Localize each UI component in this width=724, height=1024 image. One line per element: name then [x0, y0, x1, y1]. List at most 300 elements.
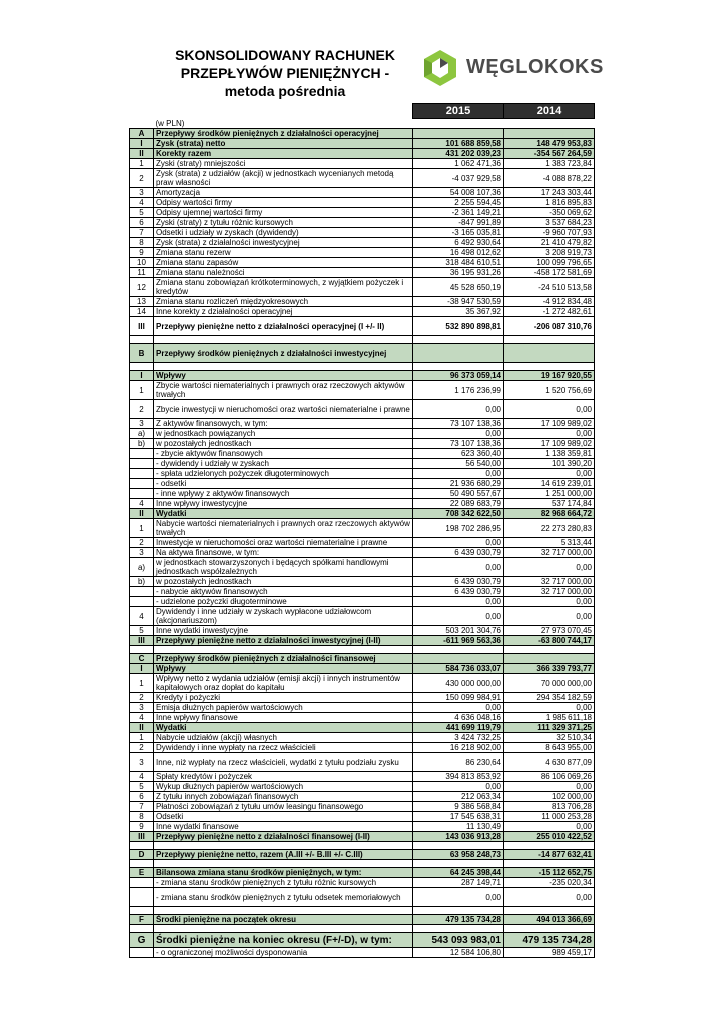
- table-row: [130, 228, 595, 238]
- table-row: [130, 925, 595, 933]
- table-row: [130, 626, 595, 636]
- value-2014: 32 717 000,00: [504, 548, 595, 558]
- value-2015: [413, 363, 504, 371]
- row-label: Korekty razem: [154, 149, 413, 159]
- row-number: 9: [130, 248, 154, 258]
- value-2014: 0,00: [504, 558, 595, 577]
- value-2015: 287 149,71: [413, 878, 504, 888]
- table-row: [130, 538, 595, 548]
- table-row: [130, 723, 595, 733]
- row-number: b): [130, 439, 154, 449]
- row-number: 13: [130, 297, 154, 307]
- row-label: Na aktywa finansowe, w tym:: [154, 548, 413, 558]
- value-2015: 50 490 557,67: [413, 489, 504, 499]
- row-number: 7: [130, 228, 154, 238]
- row-label: [154, 336, 413, 344]
- row-number: 1: [130, 674, 154, 693]
- row-number: II: [130, 149, 154, 159]
- table-row: [130, 772, 595, 782]
- row-label: Odsetki: [154, 812, 413, 822]
- value-2015: 198 702 286,95: [413, 519, 504, 538]
- value-2014: [504, 842, 595, 850]
- table-row: [130, 499, 595, 509]
- value-2014: 11 000 253,28: [504, 812, 595, 822]
- row-label: Dywidendy i inne udziały w zyskach wypłacone udziałowcom (akcjonariuszom): [154, 607, 413, 626]
- row-number: [130, 449, 154, 459]
- value-2015: 6 439 030,79: [413, 548, 504, 558]
- value-2014: 14 619 239,01: [504, 479, 595, 489]
- table-row: [130, 548, 595, 558]
- row-label: Zysk (strata) z działalności inwestycyjnej: [154, 238, 413, 248]
- value-2014: [504, 646, 595, 654]
- value-2014: 3 208 919,73: [504, 248, 595, 258]
- row-label: Inne korekty z działalności operacyjnej: [154, 307, 413, 317]
- value-2014: 1 520 756,69: [504, 381, 595, 400]
- value-2014: 148 479 953,83: [504, 139, 595, 149]
- value-2014: 82 968 664,72: [504, 509, 595, 519]
- row-number: 3: [130, 703, 154, 713]
- row-label: Odsetki i udziały w zyskach (dywidendy): [154, 228, 413, 238]
- row-number: I: [130, 664, 154, 674]
- row-label: Zmiana stanu zobowiązań krótkoterminowych, z wyjątkiem pożyczek i kredytów: [154, 278, 413, 297]
- row-number: 3: [130, 188, 154, 198]
- value-2015: 12 584 106,80: [413, 948, 504, 958]
- row-number: 8: [130, 812, 154, 822]
- row-number: 5: [130, 626, 154, 636]
- value-2015: 73 107 138,36: [413, 439, 504, 449]
- row-label: Inne wydatki finansowe: [154, 822, 413, 832]
- row-label: Wpływy: [154, 664, 413, 674]
- row-number: 3: [130, 419, 154, 429]
- row-label: Dywidendy i inne wypłaty na rzecz właścicieli: [154, 743, 413, 753]
- value-2015: 6 439 030,79: [413, 577, 504, 587]
- value-2014: [504, 925, 595, 933]
- table-row: [130, 842, 595, 850]
- value-2015: 0,00: [413, 703, 504, 713]
- table-row: [130, 792, 595, 802]
- value-2014: -206 087 310,76: [504, 317, 595, 336]
- year-2014-header: 2014: [504, 104, 595, 119]
- value-2015: -4 037 929,58: [413, 169, 504, 188]
- value-2015: 3 424 732,25: [413, 733, 504, 743]
- row-label: Przepływy środków pieniężnych z działalności inwestycyjnej: [154, 344, 413, 363]
- table-row: [130, 933, 595, 948]
- table-row: [130, 646, 595, 654]
- row-label: Wykup dłużnych papierów wartościowych: [154, 782, 413, 792]
- value-2014: 102 000,00: [504, 792, 595, 802]
- row-number: 2: [130, 538, 154, 548]
- row-number: [130, 479, 154, 489]
- table-row: [130, 812, 595, 822]
- row-label: Środki pieniężne na początek okresu: [154, 915, 413, 925]
- table-row: [130, 188, 595, 198]
- title-line-3: metoda pośrednia: [224, 83, 346, 99]
- value-2015: 56 540,00: [413, 459, 504, 469]
- value-2014: [504, 336, 595, 344]
- value-2015: 64 245 398,44: [413, 868, 504, 878]
- value-2014: 0,00: [504, 703, 595, 713]
- value-2014: 0,00: [504, 822, 595, 832]
- value-2014: -15 112 652,75: [504, 868, 595, 878]
- value-2015: 532 890 898,81: [413, 317, 504, 336]
- value-2014: 537 174,84: [504, 499, 595, 509]
- table-row: [130, 317, 595, 336]
- row-label: Inne wpływy finansowe: [154, 713, 413, 723]
- row-number: [130, 888, 154, 907]
- value-2015: 96 373 059,14: [413, 371, 504, 381]
- document-title: [160, 46, 410, 100]
- table-row: [130, 868, 595, 878]
- value-2015: 16 218 902,00: [413, 743, 504, 753]
- row-number: a): [130, 429, 154, 439]
- brand-name: WĘGLOKOKS: [466, 56, 604, 78]
- row-number: 1: [130, 381, 154, 400]
- value-2014: -14 877 632,41: [504, 850, 595, 860]
- row-label: Zmiana stanu rezerw: [154, 248, 413, 258]
- row-number: 4: [130, 198, 154, 208]
- value-2015: [413, 646, 504, 654]
- row-label: Zbycie inwestycji w nieruchomości oraz wartości niematerialne i prawne: [154, 400, 413, 419]
- year-header-row: [130, 104, 595, 119]
- table-row: [130, 577, 595, 587]
- value-2014: 366 339 793,77: [504, 664, 595, 674]
- row-label: - inne wpływy z aktywów finansowych: [154, 489, 413, 499]
- row-number: 4: [130, 499, 154, 509]
- row-label: Wydatki: [154, 509, 413, 519]
- row-label: w pozostałych jednostkach: [154, 439, 413, 449]
- value-2015: -847 991,89: [413, 218, 504, 228]
- row-label: Środki pieniężne na koniec okresu (F+/-D), w tym:: [154, 933, 413, 948]
- row-label: Zysk (strata) netto: [154, 139, 413, 149]
- value-2015: 431 202 039,23: [413, 149, 504, 159]
- table-row: [130, 129, 595, 139]
- title-line-1: SKONSOLIDOWANY RACHUNEK: [175, 47, 395, 63]
- row-number: 2: [130, 743, 154, 753]
- value-2015: 6 492 930,64: [413, 238, 504, 248]
- row-number: [130, 336, 154, 344]
- value-2015: [413, 925, 504, 933]
- row-number: 12: [130, 278, 154, 297]
- row-number: 9: [130, 822, 154, 832]
- value-2014: -63 800 744,17: [504, 636, 595, 646]
- value-2015: 584 736 033,07: [413, 664, 504, 674]
- row-number: 2: [130, 693, 154, 703]
- title-line-2: PRZEPŁYWÓW PIENIĘŻNYCH -: [180, 65, 390, 81]
- table-row: [130, 802, 595, 812]
- table-row: [130, 169, 595, 188]
- row-number: [130, 469, 154, 479]
- row-label: Przepływy środków pieniężnych z działalności finansowej: [154, 654, 413, 664]
- value-2015: 1 062 471,36: [413, 159, 504, 169]
- year-2015-header: 2015: [413, 104, 504, 119]
- value-2014: 32 717 000,00: [504, 577, 595, 587]
- value-2015: 45 528 650,19: [413, 278, 504, 297]
- table-row: [130, 258, 595, 268]
- value-2015: 101 688 859,58: [413, 139, 504, 149]
- value-2015: 394 813 853,92: [413, 772, 504, 782]
- table-row: [130, 782, 595, 792]
- value-2014: [504, 344, 595, 363]
- row-label: [154, 363, 413, 371]
- table-row: [130, 743, 595, 753]
- row-label: w pozostałych jednostkach: [154, 577, 413, 587]
- table-row: [130, 238, 595, 248]
- value-2015: 0,00: [413, 400, 504, 419]
- row-label: Inne, niż wypłaty na rzecz właścicieli, wydatki z tytułu podziału zysku: [154, 753, 413, 772]
- value-2015: 623 360,40: [413, 449, 504, 459]
- row-number: D: [130, 850, 154, 860]
- table-row: [130, 307, 595, 317]
- value-2014: -458 172 581,69: [504, 268, 595, 278]
- row-label: Z tytułu innych zobowiązań finansowych: [154, 792, 413, 802]
- value-2014: -4 912 834,48: [504, 297, 595, 307]
- row-label: - dywidendy i udziały w zyskach: [154, 459, 413, 469]
- row-number: 1: [130, 733, 154, 743]
- row-label: [154, 907, 413, 915]
- value-2014: -1 272 482,61: [504, 307, 595, 317]
- value-2015: 21 936 680,29: [413, 479, 504, 489]
- value-2015: 36 195 931,26: [413, 268, 504, 278]
- row-label: Nabycie wartości niematerialnych i prawnych oraz rzeczowych aktywów trwałych: [154, 519, 413, 538]
- row-number: G: [130, 933, 154, 948]
- value-2014: [504, 654, 595, 664]
- table-row: [130, 878, 595, 888]
- value-2015: 63 958 248,73: [413, 850, 504, 860]
- value-2014: 813 706,28: [504, 802, 595, 812]
- row-label: Przepływy pieniężne netto z działalności finansowej (I-II): [154, 832, 413, 842]
- row-number: 4: [130, 713, 154, 723]
- row-label: - o ograniczonej możliwości dysponowania: [154, 948, 413, 958]
- row-number: 8: [130, 238, 154, 248]
- value-2015: 0,00: [413, 607, 504, 626]
- value-2015: 2 255 594,45: [413, 198, 504, 208]
- value-2015: 1 176 236,99: [413, 381, 504, 400]
- value-2015: 212 063,34: [413, 792, 504, 802]
- row-label: [154, 842, 413, 850]
- row-label: Bilansowa zmiana stanu środków pieniężnych, w tym:: [154, 868, 413, 878]
- table-row: [130, 400, 595, 419]
- value-2014: [504, 129, 595, 139]
- table-row: [130, 419, 595, 429]
- row-label: w jednostkach stowarzyszonych i będących spółkami handlowymi jednostkach współzależnych: [154, 558, 413, 577]
- row-label: Przepływy pieniężne netto z działalności operacyjnej (I +/- II): [154, 317, 413, 336]
- table-row: [130, 159, 595, 169]
- table-row: [130, 597, 595, 607]
- row-label: Amortyzacja: [154, 188, 413, 198]
- row-number: 6: [130, 792, 154, 802]
- row-number: [130, 587, 154, 597]
- table-row: [130, 519, 595, 538]
- row-number: [130, 842, 154, 850]
- value-2014: -354 567 264,59: [504, 149, 595, 159]
- row-label: Zbycie wartości niematerialnych i prawnych oraz rzeczowych aktywów trwałych: [154, 381, 413, 400]
- value-2014: 3 537 684,23: [504, 218, 595, 228]
- row-label: [154, 925, 413, 933]
- row-number: [130, 948, 154, 958]
- value-2014: 0,00: [504, 400, 595, 419]
- row-label: - zbycie aktywów finansowych: [154, 449, 413, 459]
- value-2015: 16 498 012,62: [413, 248, 504, 258]
- row-number: [130, 459, 154, 469]
- row-number: F: [130, 915, 154, 925]
- table-row: [130, 558, 595, 577]
- value-2014: [504, 860, 595, 868]
- row-number: 6: [130, 218, 154, 228]
- value-2015: -38 947 530,59: [413, 297, 504, 307]
- table-row: [130, 888, 595, 907]
- value-2014: 1 138 359,81: [504, 449, 595, 459]
- row-number: 10: [130, 258, 154, 268]
- value-2015: [413, 336, 504, 344]
- table-row: [130, 915, 595, 925]
- table-row: [130, 509, 595, 519]
- table-row: [130, 198, 595, 208]
- row-number: III: [130, 636, 154, 646]
- value-2015: -2 361 149,21: [413, 208, 504, 218]
- value-2015: [413, 907, 504, 915]
- row-label: Nabycie udziałów (akcji) własnych: [154, 733, 413, 743]
- value-2015: -611 969 563,36: [413, 636, 504, 646]
- row-number: [130, 878, 154, 888]
- value-2015: 0,00: [413, 888, 504, 907]
- row-number: [130, 489, 154, 499]
- value-2014: 255 010 422,52: [504, 832, 595, 842]
- value-2015: -3 165 035,81: [413, 228, 504, 238]
- table-row: [130, 907, 595, 915]
- row-number: II: [130, 509, 154, 519]
- table-row: [130, 654, 595, 664]
- table-row: [130, 850, 595, 860]
- row-number: [130, 363, 154, 371]
- value-2014: 8 643 955,00: [504, 743, 595, 753]
- value-2015: 86 230,64: [413, 753, 504, 772]
- value-2015: 0,00: [413, 558, 504, 577]
- value-2015: 0,00: [413, 597, 504, 607]
- row-number: II: [130, 723, 154, 733]
- value-2014: 17 243 303,44: [504, 188, 595, 198]
- value-2014: -4 088 878,22: [504, 169, 595, 188]
- row-label: Zmiana stanu rozliczeń międzyokresowych: [154, 297, 413, 307]
- row-number: 5: [130, 208, 154, 218]
- row-label: Inne wpływy inwestycyjne: [154, 499, 413, 509]
- value-2014: 86 106 069,26: [504, 772, 595, 782]
- row-number: 7: [130, 802, 154, 812]
- value-2014: -235 020,34: [504, 878, 595, 888]
- value-2014: 21 410 479,82: [504, 238, 595, 248]
- table-row: [130, 336, 595, 344]
- row-label: Przepływy pieniężne netto z działalności inwestycyjnej (I-II): [154, 636, 413, 646]
- table-row: [130, 363, 595, 371]
- row-number: 2: [130, 169, 154, 188]
- value-2014: 1 985 611,18: [504, 713, 595, 723]
- value-2014: 294 354 182,59: [504, 693, 595, 703]
- table-row: [130, 664, 595, 674]
- value-2014: 5 313,44: [504, 538, 595, 548]
- value-2015: 543 093 983,01: [413, 933, 504, 948]
- value-2014: 27 973 070,45: [504, 626, 595, 636]
- value-2015: [413, 842, 504, 850]
- table-row: [130, 948, 595, 958]
- value-2015: 22 089 683,79: [413, 499, 504, 509]
- row-number: a): [130, 558, 154, 577]
- row-label: Odpisy ujemnej wartości firmy: [154, 208, 413, 218]
- row-number: b): [130, 577, 154, 587]
- row-label: Zmiana stanu zapasów: [154, 258, 413, 268]
- value-2014: 32 717 000,00: [504, 587, 595, 597]
- value-2015: 708 342 622,50: [413, 509, 504, 519]
- value-2015: 4 636 048,16: [413, 713, 504, 723]
- value-2015: [413, 860, 504, 868]
- value-2014: 17 109 989,02: [504, 439, 595, 449]
- value-2014: 100 099 796,65: [504, 258, 595, 268]
- row-label: Płatności zobowiązań z tytułu umów leasingu finansowego: [154, 802, 413, 812]
- value-2014: 0,00: [504, 888, 595, 907]
- row-number: 1: [130, 519, 154, 538]
- value-2014: -350 069,62: [504, 208, 595, 218]
- value-2015: 73 107 138,36: [413, 419, 504, 429]
- table-row: [130, 713, 595, 723]
- row-number: 2: [130, 400, 154, 419]
- value-2014: 32 510,34: [504, 733, 595, 743]
- row-label: Inne wydatki inwestycyjne: [154, 626, 413, 636]
- table-row: [130, 703, 595, 713]
- row-label: Zyski (straty) z tytułu różnic kursowych: [154, 218, 413, 228]
- table-row: [130, 489, 595, 499]
- row-label: Przepływy pieniężne netto, razem (A.III +/- B.III +/- C.III): [154, 850, 413, 860]
- value-2014: [504, 363, 595, 371]
- value-2015: 0,00: [413, 429, 504, 439]
- value-2015: 430 000 000,00: [413, 674, 504, 693]
- value-2015: 0,00: [413, 538, 504, 548]
- value-2014: 0,00: [504, 597, 595, 607]
- value-2015: 150 099 984,91: [413, 693, 504, 703]
- row-label: Spłaty kredytów i pożyczek: [154, 772, 413, 782]
- value-2014: 70 000 000,00: [504, 674, 595, 693]
- row-number: B: [130, 344, 154, 363]
- value-2015: [413, 344, 504, 363]
- table-row: [130, 822, 595, 832]
- value-2014: 0,00: [504, 782, 595, 792]
- row-number: C: [130, 654, 154, 664]
- row-label: Z aktywów finansowych, w tym:: [154, 419, 413, 429]
- table-row: [130, 449, 595, 459]
- value-2014: 111 329 371,25: [504, 723, 595, 733]
- value-2015: 54 008 107,36: [413, 188, 504, 198]
- value-2015: 0,00: [413, 469, 504, 479]
- row-label: Wpływy: [154, 371, 413, 381]
- table-row: [130, 139, 595, 149]
- row-label: Przepływy środków pieniężnych z działalności operacyjnej: [154, 129, 413, 139]
- row-number: 4: [130, 607, 154, 626]
- row-label: Odpisy wartości firmy: [154, 198, 413, 208]
- row-number: 5: [130, 782, 154, 792]
- value-2015: 35 367,92: [413, 307, 504, 317]
- row-label: Inwestycje w nieruchomości oraz wartości niematerialne i prawne: [154, 538, 413, 548]
- value-2014: 0,00: [504, 607, 595, 626]
- row-label: - odsetki: [154, 479, 413, 489]
- table-row: [130, 753, 595, 772]
- row-number: 1: [130, 159, 154, 169]
- row-label: [154, 860, 413, 868]
- value-2015: 0,00: [413, 782, 504, 792]
- unit-label: (w PLN): [155, 118, 185, 128]
- value-2015: 479 135 734,28: [413, 915, 504, 925]
- value-2015: 9 386 568,84: [413, 802, 504, 812]
- value-2015: 318 484 610,51: [413, 258, 504, 268]
- value-2014: -9 960 707,93: [504, 228, 595, 238]
- table-row: [130, 832, 595, 842]
- row-label: Kredyty i pożyczki: [154, 693, 413, 703]
